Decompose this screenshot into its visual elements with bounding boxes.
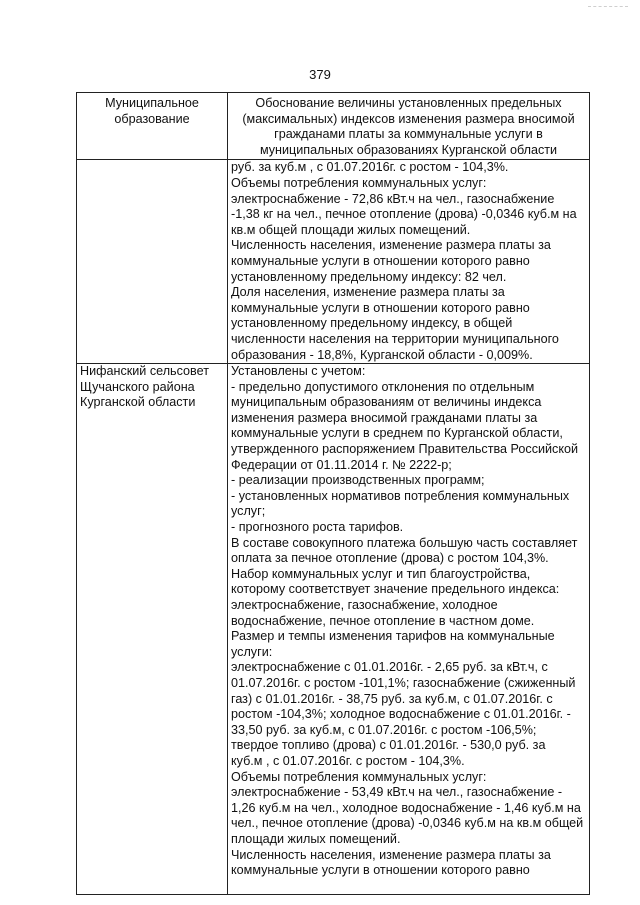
text-line: руб. за куб.м , с 01.07.2016г. с ростом - 104,3%. [231, 160, 509, 175]
text-line: изменения размера вносимой гражданами платы за [231, 410, 538, 425]
text-line: оплата за печное отопление (дрова) с ростом 104,3%. [231, 551, 549, 566]
text-line: коммунальные услуги в отношении которого равно [231, 300, 530, 315]
table-row [77, 160, 590, 364]
text-line: - установленных нормативов потребления коммунальных [231, 488, 570, 503]
text-line: водоснабжение, печное отопление в частном доме. [231, 613, 535, 628]
text-line: установленному предельному индексу, в общей [231, 316, 513, 331]
text-line: Размер и темпы изменения тарифов на коммунальные [231, 629, 555, 644]
text-line: Установлены с учетом: [231, 364, 366, 379]
justification-cell [228, 160, 590, 364]
text-line: площади жилых помещений. [231, 831, 401, 846]
text-line: чел., печное отопление (дрова) -0,0346 куб.м на кв.м общей [231, 816, 584, 831]
text-line: ростом -104,3%; холодное водоснабжение с 01.01.2016г. - [231, 707, 571, 722]
municipality-name-line: Щучанского района [80, 379, 195, 394]
text-line: Объемы потребления коммунальных услуг: [231, 769, 487, 784]
text-line: которому соответствует значение предельного индекса: [231, 582, 560, 597]
text-line: электроснабжение с 01.01.2016г. - 2,65 руб. за кВт.ч, с [231, 660, 548, 675]
text-line: Численность населения, изменение размера платы за [231, 847, 551, 862]
text-line: - реализации производственных программ; [231, 473, 485, 488]
text-line: услуг; [231, 504, 266, 519]
scan-corner-mark [588, 6, 628, 8]
text-line: Объемы потребления коммунальных услуг: [231, 175, 487, 190]
text-line: утвержденного распоряжением Правительства Российской [231, 442, 579, 457]
text-line: В составе совокупного платежа большую часть составляет [231, 535, 578, 550]
header-justification-line: гражданами платы за коммунальные услуги в [274, 127, 543, 142]
text-line: электроснабжение - 53,49 кВт.ч на чел., газоснабжение - [231, 785, 563, 800]
municipality-name-line: Нифанский сельсовет [80, 364, 209, 379]
municipality-cell [77, 160, 228, 364]
header-justification-line: Обоснование величины установленных предельных [255, 96, 562, 110]
page-number: 379 [309, 67, 331, 82]
text-line: Доля населения, изменение размера платы за [231, 285, 505, 300]
text-line: услуги: [231, 644, 273, 659]
header-justification-line: (максимальных) индексов изменения размера вносимой [242, 111, 575, 126]
text-line: коммунальные услуги в среднем по Курганской области, [231, 426, 563, 441]
text-line: Федерации от 01.11.2014 г. № 2222-р; [231, 457, 452, 472]
text-line: 1,26 куб.м на чел., холодное водоснабжение - 1,46 куб.м на [231, 800, 581, 815]
table-header-row [77, 93, 590, 160]
header-justification-cell [228, 93, 590, 160]
text-line: образования - 18,8%, Курганской области - 0,009%. [231, 347, 533, 362]
text-line: куб.м , с 01.07.2016г. с ростом - 104,3%. [231, 753, 465, 768]
text-line: - прогнозного роста тарифов. [231, 520, 404, 535]
table-row [77, 364, 590, 895]
header-municipality-line: Муниципальное [105, 96, 199, 110]
text-line: Численность населения, изменение размера платы за [231, 238, 551, 253]
text-line: численности населения на территории муниципального [231, 331, 559, 346]
text-line: 01.07.2016г. с ростом -101,1%; газоснабжение (сжиженный [231, 675, 576, 690]
municipality-name-line: Курганской области [80, 395, 196, 410]
text-line: электроснабжение, газоснабжение, холодное [231, 598, 498, 612]
text-line: -1,38 кг на чел., печное отопление (дрова) -0,0346 куб.м на [231, 207, 577, 222]
text-line: кв.м общей площади жилых помещений. [231, 222, 471, 237]
municipality-cell [77, 364, 228, 895]
text-line: коммунальные услуги в отношении которого равно [231, 863, 530, 878]
text-line: муниципальным образованиям от величины индекса [231, 395, 542, 410]
text-line: коммунальные услуги в отношении которого равно [231, 253, 530, 268]
text-line: электроснабжение - 72,86 кВт.ч на чел., газоснабжение [231, 191, 555, 206]
text-line: установленному предельному индексу: 82 чел. [231, 269, 507, 284]
header-justification-line: муниципальных образованиях Курганской области [259, 142, 558, 157]
text-line: газ) с 01.01.2016г. - 38,75 руб. за куб.м, с 01.07.2016г. с [231, 691, 553, 706]
justification-cell [228, 364, 590, 895]
text-line: твердое топливо (дрова) с 01.01.2016г. - 530,0 руб. за [231, 738, 546, 753]
header-municipality-line: образование [114, 111, 190, 126]
justification-table [76, 92, 590, 895]
text-line: - предельно допустимого отклонения по отдельным [231, 379, 535, 394]
text-line: Набор коммунальных услуг и тип благоустройства, [231, 566, 531, 581]
header-municipality-cell [77, 93, 228, 160]
text-line: 33,50 руб. за куб.м, с 01.07.2016г. с ростом -106,5%; [231, 722, 537, 737]
